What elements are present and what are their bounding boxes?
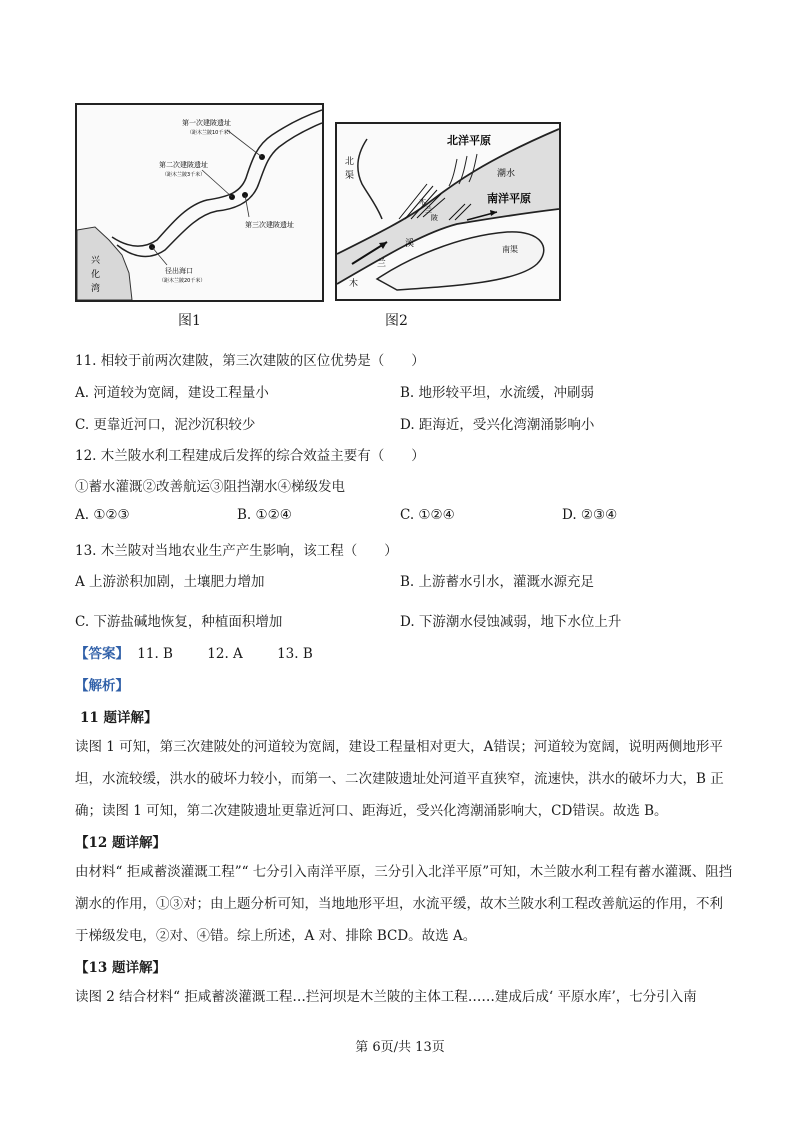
bay-area	[77, 227, 132, 300]
q11-detail-heading: 11 题详解】	[80, 710, 158, 726]
figure-1-svg	[77, 105, 322, 300]
q12-items: ①蓄水灌溉②改善航运③阻挡潮水④梯级发电	[75, 479, 345, 495]
first-site-sub: （距木兰陂10千米）	[187, 130, 234, 136]
north-canal-label-2: 渠	[345, 171, 355, 181]
q13-detail-heading: 【13 题详解】	[75, 960, 166, 976]
bay-label-2: 化	[91, 270, 101, 280]
answer-row	[75, 642, 313, 662]
q13-option-b: B. 上游蓄水引水，灌溉水源充足	[400, 574, 595, 590]
q11-option-a: A. 河道较为宽阔，建设工程量小	[75, 385, 269, 401]
answer-12: 12. A	[207, 646, 243, 662]
q11-option-d: D. 距海近，受兴化湾潮涌影响小	[400, 417, 595, 433]
estuary-sub: （距木兰陂20千米）	[159, 278, 206, 284]
q12-stem: 12. 木兰陂水利工程建成后发挥的综合效益主要有（ ）	[75, 448, 425, 464]
bay-label-3: 湾	[91, 284, 101, 294]
q12-option-c: C. ①②④	[400, 507, 455, 523]
q12-detail-heading: 【12 题详解】	[75, 835, 166, 851]
river-label-1: 木	[349, 279, 359, 289]
q13-option-d: D. 下游潮水侵蚀减弱，地下水位上升	[400, 614, 622, 630]
third-site-label: 第三次建陂遗址	[245, 221, 294, 229]
south-plain-label: 南洋平原	[487, 192, 531, 205]
q11-detail-paragraph: 读图 1 可知，第三次建陂处的河道较为宽阔，建设工程量相对更大，A错误；河道较为宽阔，说明两侧地形平坦，水流较缓，洪水的破坏力较小，而第一、二次建陂遗址处河道平直狭窄，流速快，洪水的破坏力大，B 正确；读图 1 可知，第二次建陂遗址更靠近河口、距海近，受兴化湾潮涌影响大，CD错误。故选 B。	[75, 739, 724, 819]
figure-1-map	[75, 103, 324, 302]
river-bank-south	[117, 123, 322, 256]
q11-stem: 11. 相较于前两次建陂，第三次建陂的区位优势是（ ）	[75, 353, 425, 369]
answer-13: 13. B	[277, 646, 313, 662]
estuary-label: 径出海口	[165, 267, 193, 275]
north-plain-label: 北洋平原	[447, 134, 491, 147]
analysis-label: 【解析】	[75, 678, 129, 694]
q11-option-c: C. 更靠近河口，泥沙沉积较少	[75, 417, 256, 433]
answer-11: 11. B	[137, 646, 173, 662]
second-site-sub: （距木兰陂3千米）	[162, 172, 206, 178]
q13-stem: 13. 木兰陂对当地农业生产产生影响，该工程（ ）	[75, 543, 398, 559]
dam-label-2: 兰	[425, 206, 432, 214]
q12-option-d: D. ②③④	[562, 507, 618, 523]
bay-label-1: 兴	[91, 256, 101, 266]
figure-1-caption: 图1	[178, 313, 201, 329]
answer-label: 【答案】	[75, 646, 129, 662]
q12-option-b: B. ①②④	[237, 507, 292, 523]
river-label-2: 兰	[377, 259, 387, 269]
q12-detail-paragraph: 由材料“ 拒咸蓄淡灌溉工程”“ 七分引入南洋平原，三分引入北洋平原”可知，木兰陂水利工程有蓄水灌溉、阻挡潮水的作用，①③对；由上题分析可知，当地地形平坦，水流平缓，故木兰陂水利工程改善航运的作用，不利于梯级发电，②对、④错。综上所述，A 对、排除 BCD。故选 A。	[75, 864, 733, 944]
dam-label-1: 木	[419, 198, 426, 206]
second-site-label: 第二次建陂遗址	[159, 161, 208, 169]
page-footer: 第 6页/共 13页	[355, 1040, 445, 1055]
q13-detail-paragraph: 读图 2 结合材料“ 拒咸蓄淡灌溉工程…拦河坝是木兰陂的主体工程……建成后成‘ 平原水库’，七分引入南	[75, 989, 697, 1005]
figure-2-svg	[337, 124, 559, 299]
q12-option-a: A. ①②③	[75, 507, 130, 523]
figure-2-caption: 图2	[385, 313, 408, 329]
q13-option-c: C. 下游盐碱地恢复，种植面积增加	[75, 614, 283, 630]
north-canal-label-1: 北	[345, 157, 355, 167]
south-canal-label: 南渠	[502, 245, 518, 254]
river-label-3: 溪	[405, 239, 415, 249]
q11-option-b: B. 地形较平坦，水流缓，冲刷弱	[400, 385, 595, 401]
north-canal	[358, 139, 382, 219]
first-site-label: 第一次建陂遗址	[182, 119, 231, 127]
figure-2-map	[335, 122, 561, 301]
tide-label: 潮水	[497, 169, 516, 179]
dam-label-3: 陂	[431, 214, 438, 222]
q13-option-a: A 上游淤积加剧，土壤肥力增加	[75, 574, 265, 590]
